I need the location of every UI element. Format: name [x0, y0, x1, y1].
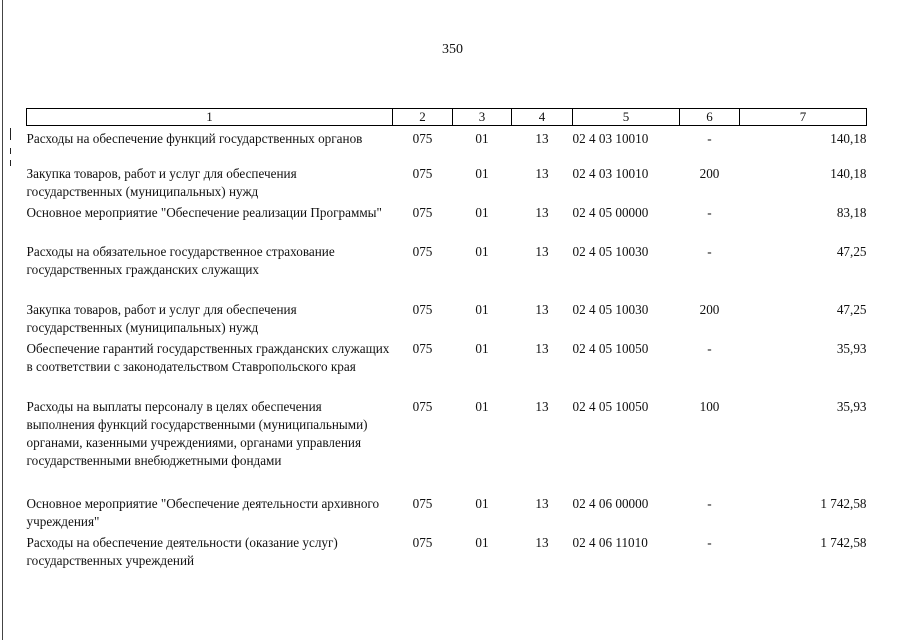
- row-amount: 35,93: [836, 340, 867, 356]
- row-cell: -: [707, 131, 712, 146]
- row-cell: -: [707, 495, 712, 511]
- table-row: [27, 243, 867, 301]
- header-cell-4: 4: [512, 109, 573, 126]
- row-name: Закупка товаров, работ и услуг для обеспечения государственных (муниципальных) нужд: [26, 301, 297, 335]
- row-cell: 13: [535, 204, 549, 220]
- row-cell: 02 4 05 00000: [572, 204, 649, 220]
- header-row: [27, 109, 867, 126]
- row-cell: 075: [412, 165, 433, 181]
- row-cell: 01: [475, 340, 489, 356]
- row-amount: 1 742,58: [820, 534, 867, 550]
- row-cell: 13: [535, 534, 549, 550]
- row-cell: 02 4 06 11010: [572, 534, 648, 550]
- header-cell-2: 2: [393, 109, 453, 126]
- row-cell: 02 4 06 00000: [572, 495, 649, 511]
- row-amount: 47,25: [836, 301, 867, 317]
- margin-mark: [10, 160, 11, 166]
- row-cell: -: [707, 534, 712, 550]
- row-cell: 13: [535, 243, 549, 259]
- row-cell: 13: [535, 398, 549, 414]
- row-cell: 13: [535, 340, 549, 356]
- header-cell-7: 7: [740, 109, 867, 126]
- row-cell: 075: [412, 301, 433, 317]
- margin-mark: [10, 128, 11, 140]
- row-name: Обеспечение гарантий государственных гражданских служащих в соответствии с законодательством Ставропольского края: [26, 340, 390, 374]
- row-cell: 01: [475, 534, 489, 550]
- row-cell: 01: [475, 204, 489, 220]
- row-name: Расходы на выплаты персоналу в целях обеспечения выполнения функций государственными (муниципальными) органами, казенными учреждениями, органами управления государственными внебюджетными фондами: [26, 398, 368, 468]
- row-cell: 02 4 05 10030: [572, 243, 649, 259]
- row-cell: 01: [475, 131, 489, 146]
- row-cell: 200: [699, 301, 720, 317]
- row-cell: -: [707, 243, 712, 259]
- row-cell: 13: [535, 165, 549, 181]
- table-row: [27, 398, 867, 495]
- row-cell: 075: [412, 340, 433, 356]
- table-row: [27, 301, 867, 340]
- row-amount: 1 742,58: [820, 495, 867, 511]
- header-cell-3: 3: [453, 109, 512, 126]
- row-cell: 075: [412, 131, 433, 146]
- header-cell-5: 5: [573, 109, 680, 126]
- row-cell: 01: [475, 243, 489, 259]
- row-name: Расходы на обеспечение функций государственных органов: [26, 131, 363, 146]
- row-cell: 01: [475, 495, 489, 511]
- table-row: [27, 340, 867, 398]
- row-cell: 075: [412, 534, 433, 550]
- row-cell: 075: [412, 495, 433, 511]
- header-cell-1: 1: [27, 109, 393, 126]
- row-amount: 140,18: [830, 131, 867, 146]
- header-cell-6: 6: [680, 109, 740, 126]
- row-cell: 01: [475, 398, 489, 414]
- row-cell: 200: [699, 165, 720, 181]
- row-name: Расходы на обязательное государственное страхование государственных гражданских служащих: [26, 243, 335, 277]
- row-cell: 075: [412, 243, 433, 259]
- row-cell: -: [707, 204, 712, 220]
- row-cell: 13: [535, 131, 549, 146]
- row-cell: 01: [475, 301, 489, 317]
- row-cell: -: [707, 340, 712, 356]
- row-cell: 02 4 03 10010: [572, 165, 649, 181]
- row-cell: 01: [475, 165, 489, 181]
- row-name: Расходы на обеспечение деятельности (оказание услуг) государственных учреждений: [26, 534, 338, 568]
- table-row: [27, 204, 867, 243]
- row-amount: 83,18: [836, 204, 867, 220]
- row-name: Основное мероприятие "Обеспечение деятельности архивного учреждения": [26, 495, 380, 529]
- row-cell: 13: [535, 301, 549, 317]
- row-name: Закупка товаров, работ и услуг для обеспечения государственных (муниципальных) нужд: [26, 165, 297, 199]
- row-amount: 140,18: [830, 165, 867, 181]
- page-number: 350: [442, 42, 463, 57]
- row-amount: 35,93: [836, 398, 867, 414]
- table-row: [27, 126, 867, 165]
- row-cell: 075: [412, 398, 433, 414]
- table-row: [27, 165, 867, 204]
- row-cell: 075: [412, 204, 433, 220]
- margin-mark: [10, 148, 11, 154]
- budget-table: [26, 108, 867, 573]
- row-cell: 02 4 05 10050: [572, 398, 649, 414]
- row-cell: 02 4 03 10010: [572, 131, 649, 146]
- row-cell: 13: [535, 495, 549, 511]
- table-row: [27, 495, 867, 534]
- row-name: Основное мероприятие "Обеспечение реализации Программы": [26, 204, 382, 220]
- row-cell: 02 4 05 10050: [572, 340, 649, 356]
- left-margin-line: [2, 0, 3, 640]
- table-row: [27, 534, 867, 573]
- row-cell: 100: [699, 398, 720, 414]
- row-amount: 47,25: [836, 243, 867, 259]
- row-cell: 02 4 05 10030: [572, 301, 649, 317]
